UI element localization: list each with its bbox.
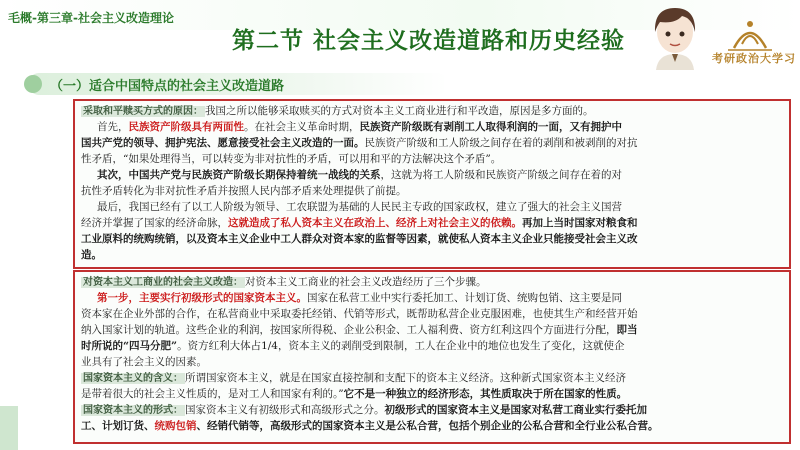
text-run: 。资方红利大体占1/4，资本主义的剥削受到限制，工人在企业中的地位也发生了变化，这就使企: [177, 340, 625, 352]
decorative-side-strip: [0, 406, 18, 450]
text-run: 国家在私营工业中实行委托加工、计划订货、统购包销、这主要是同: [307, 292, 622, 304]
text-run: 经济并掌握了国家的经济命脉，: [81, 217, 228, 229]
text-run: 国家资本主义有初级形式和高级形式之分。: [185, 404, 385, 416]
text-run: ，这就为将工人阶级和民族资产阶级之间存在着的对: [380, 169, 622, 181]
paragraph-line: [81, 135, 785, 151]
bullet-dot-icon: [24, 75, 42, 93]
bold-emphasis: 其次，: [97, 169, 129, 181]
text-run: 是带着很大的社会主义性质的，是对工人和国家有利的。”: [81, 388, 344, 400]
paragraph-line: [81, 183, 785, 199]
bold-emphasis: 时所说的“四马分肥”: [81, 340, 178, 352]
highlight-label: 国家资本主义的形式：: [83, 405, 183, 416]
section-heading: [28, 73, 448, 95]
text-run: 我国之所以能够采取赎买的方式对资本主义工商业进行和平改造，原因是多方面的。: [205, 105, 594, 117]
bold-emphasis: 国共产党的领导、拥护宪法、愿意接受社会主义改造的一面。: [81, 137, 365, 149]
text-run: 性矛盾，“如果处理得当，可以转变为非对抗性的矛盾，可以用和平的方法解决这个矛盾”。: [81, 153, 502, 165]
paragraph-line: [81, 199, 800, 215]
text-run: 民族资产阶级和工人阶级之间存在着的剥削和被剥削的对抗: [364, 137, 638, 149]
paragraph-line: [81, 386, 785, 402]
bold-emphasis: 中国共产党与民族资产阶级长期保持着统一战线的关系: [128, 169, 381, 181]
bold-emphasis: 、经销代销等，高级形式的国家资本主义是公私合营，包括个别企业的公私合营和全行业公私合营。: [196, 420, 659, 432]
red-emphasis: 统购包销: [154, 420, 197, 432]
bold-emphasis: 初级形式的国家资本主义是国家对私营工商业实行委托加: [384, 404, 647, 416]
bold-emphasis: 民族资产阶级既有剥削工人取得利润的一面，又有拥护中: [359, 121, 622, 133]
text-run: 纳入国家计划的轨道。这些企业的利润，按国家所得税、企业公积金、工人福利费、资方红利这四个方面进行分配，: [81, 324, 617, 336]
bold-emphasis: 再加上当时国家对粮食和: [522, 217, 638, 229]
text-run: 最后，我国已经有了以工人阶级为领导、工农联盟为基础的人民民主专政的国家政权，建立了强大的社会主义国营: [97, 201, 622, 213]
breadcrumb: 毛概-第三章-社会主义改造理论: [8, 11, 174, 25]
paragraph-line: [81, 103, 785, 120]
section-subtitle: （一）适合中国特点的社会主义改造道路: [50, 79, 285, 94]
highlight-label: 采取和平赎买方式的原因：: [83, 106, 203, 117]
content-box-peaceful-redemption: [73, 99, 791, 269]
avatar-illustration: [646, 4, 704, 70]
paragraph-line: [81, 290, 800, 306]
paragraph-line: [81, 119, 800, 135]
red-emphasis: 民族资产阶级具有两面性: [128, 121, 244, 133]
paragraph-line: [81, 370, 785, 387]
page-title: 第二节 社会主义改造道路和历史经验: [232, 28, 626, 54]
text-run: 资本家在企业外部的合作，在私营商业中采取委托经销、代销等形式，既帮助私营企业克服困难，也使其生产和经营开始: [81, 308, 638, 320]
text-run: 。在社会主义革命时期，: [244, 121, 360, 133]
text-run: 对资本主义工商业的社会主义改造经历了三个步骤。: [245, 276, 487, 288]
bold-emphasis: 它不是一种独立的经济形态，其性质取决于所在国家的性质。: [343, 388, 628, 400]
bold-emphasis: 工、计划订货、: [81, 420, 155, 432]
content-box-capitalist-transformation: [73, 270, 791, 444]
paragraph-line: [81, 354, 785, 370]
red-emphasis: 第一步，主要实行初级形式的国家资本主义。: [97, 292, 307, 304]
text-run: 抗性矛盾转化为非对抗性矛盾并按照人民内部矛盾来处理提供了前提。: [81, 185, 407, 197]
paragraph-line: [81, 402, 785, 419]
bold-emphasis: 即当: [616, 324, 638, 336]
paragraph-line: [81, 306, 785, 322]
red-emphasis: 这就造成了私人资本主义在政治上、经济上对社会主义的依赖。: [228, 217, 522, 229]
bold-emphasis: 造。: [81, 249, 102, 261]
text-run: 业具有了社会主义的因素。: [81, 356, 207, 368]
paragraph-line: [81, 231, 785, 247]
logo-text: 考研政治大学习: [712, 52, 796, 65]
paragraph-line: [81, 338, 785, 354]
highlight-label: 国家资本主义的含义：: [83, 373, 183, 384]
highlight-label: 对资本主义工商业的社会主义改造：: [83, 277, 243, 288]
paragraph-line: [81, 167, 800, 183]
bold-emphasis: 工业原料的统购统销，以及资本主义企业中工人群众对资本家的监督等因素，就使私人资本主义企业只能接受社会主义改: [81, 233, 638, 245]
paragraph-line: [81, 418, 785, 434]
paragraph-line: [81, 215, 785, 231]
paragraph-line: [81, 274, 785, 291]
text-run: 所谓国家资本主义，就是在国家直接控制和支配下的资本主义经济。这种新式国家资本主义经济: [185, 372, 626, 384]
paragraph-line: [81, 322, 785, 338]
paragraph-line: [81, 151, 785, 167]
text-run: 首先，: [97, 121, 129, 133]
paragraph-line: [81, 247, 785, 263]
